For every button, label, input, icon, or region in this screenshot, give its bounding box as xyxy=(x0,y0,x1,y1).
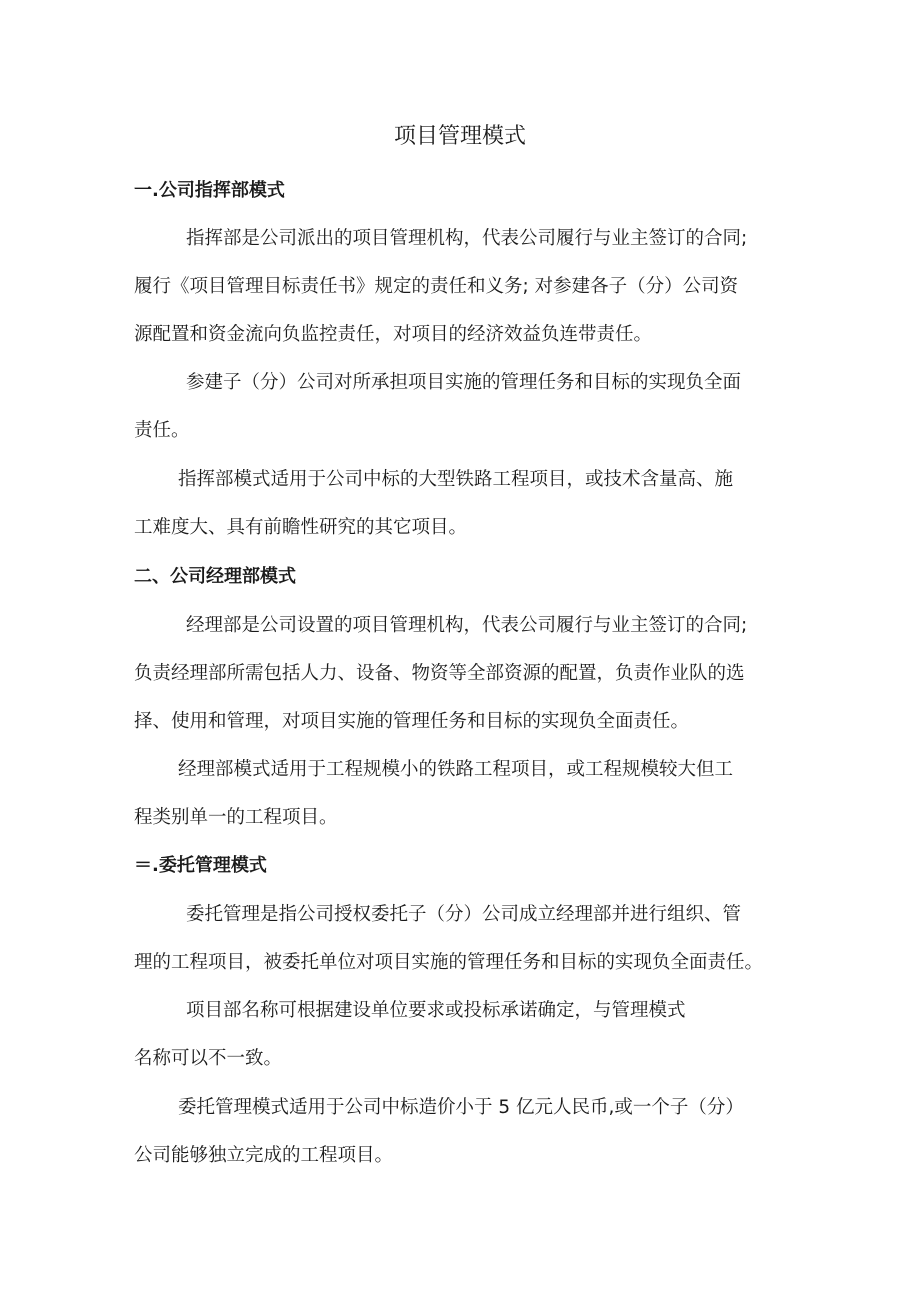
paragraph-line: 委托管理模式适用于公司中标造价小于 5 亿元人民币,或一个子（分） xyxy=(178,1097,744,1118)
section-heading-1: 一.公司指挥部模式 xyxy=(134,180,285,201)
paragraph-line: 参建子（分）公司对所承担项目实施的管理任务和目标的实现负全面 xyxy=(186,372,742,393)
paragraph-line: 负责经理部所需包括人力、设备、物资等全部资源的配置，负责作业队的选 xyxy=(134,663,745,684)
paragraph-line: 经理部是公司设置的项目管理机构，代表公司履行与业主签订的合同; xyxy=(186,615,748,636)
paragraph-line: 委托管理是指公司授权委托子（分）公司成立经理部并进行组织、管 xyxy=(186,904,742,925)
paragraph-line: 择、使用和管理，对项目实施的管理任务和目标的实现负全面责任。 xyxy=(134,711,690,732)
paragraph-line: 源配置和资金流向负监控责任，对项目的经济效益负连带责任。 xyxy=(134,324,653,345)
document-title: 项目管理模式 xyxy=(393,124,526,149)
paragraph-line: 指挥部模式适用于公司中标的大型铁路工程项目，或技术含量高、施 xyxy=(178,469,734,490)
paragraph-line: 项目部名称可根据建设单位要求或投标承诺确定，与管理模式 xyxy=(186,1000,686,1021)
section-heading-3: ＝.委托管理模式 xyxy=(134,855,267,876)
paragraph-line: 公司能够独立完成的工程项目。 xyxy=(134,1145,394,1166)
paragraph-line: 经理部模式适用于工程规模小的铁路工程项目，或工程规模较大但工 xyxy=(178,759,734,780)
paragraph-line: 指挥部是公司派出的项目管理机构，代表公司履行与业主签订的合同; xyxy=(186,228,748,249)
paragraph-line: 程类别单一的工程项目。 xyxy=(134,807,338,828)
paragraph-line: 履行《项目管理目标责任书》规定的责任和义务; 对参建各子（分）公司资 xyxy=(134,276,739,297)
paragraph-line: 责任。 xyxy=(134,420,190,441)
paragraph-line: 名称可以不一致。 xyxy=(134,1048,283,1069)
paragraph-line: 理的工程项目，被委托单位对项目实施的管理任务和目标的实现负全面责任。 xyxy=(134,952,764,973)
section-heading-2: 二、公司经理部模式 xyxy=(134,566,296,587)
paragraph-line: 工难度大、具有前瞻性研究的其它项目。 xyxy=(134,517,468,538)
